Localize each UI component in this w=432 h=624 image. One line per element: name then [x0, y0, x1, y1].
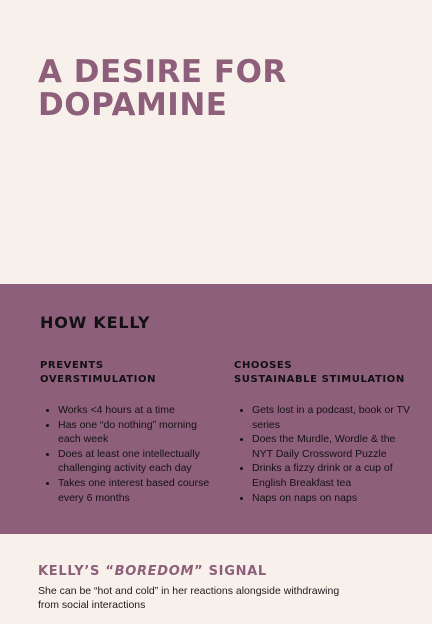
list-item: • Naps on naps on naps: [252, 491, 419, 506]
list-item: • Takes one interest based course every 6 months: [58, 476, 215, 505]
title-section: [0, 0, 432, 284]
prevents-column: [40, 359, 215, 505]
boredom-signal-section: [0, 534, 432, 624]
how-kelly-section: [0, 284, 432, 534]
signal-title-suffix: ” SIGNAL: [194, 564, 267, 579]
list-item: • Drinks a fizzy drink or a cup of English Breakfast tea: [252, 461, 419, 490]
list-item: • Does the Murdle, Wordle & the NYT Daily Crossword Puzzle: [252, 432, 419, 461]
list-item: • Works <4 hours at a time: [58, 403, 215, 418]
signal-title-emphasis: BOREDOM: [114, 564, 195, 579]
chooses-heading: CHOOSES SUSTAINABLE STIMULATION: [234, 360, 405, 385]
signal-title: [38, 564, 267, 579]
prevents-list: [40, 403, 215, 505]
page-title: A DESIRE FOR DOPAMINE: [38, 54, 287, 123]
section-heading: HOW KELLY: [40, 313, 151, 332]
list-item: • Has one “do nothing” morning each week: [58, 418, 215, 447]
list-item: • Does at least one intellectually challenging activity each day: [58, 447, 215, 476]
prevents-heading: PREVENTS OVERSTIMULATION: [40, 360, 157, 385]
chooses-list: [234, 403, 419, 505]
signal-title-prefix: KELLY’S “: [38, 564, 115, 579]
signal-description: She can be “hot and cold” in her reactions alongside withdrawing from social interactions: [38, 585, 340, 611]
list-item: • Gets lost in a podcast, book or TV series: [252, 403, 419, 432]
chooses-column: [234, 359, 419, 505]
